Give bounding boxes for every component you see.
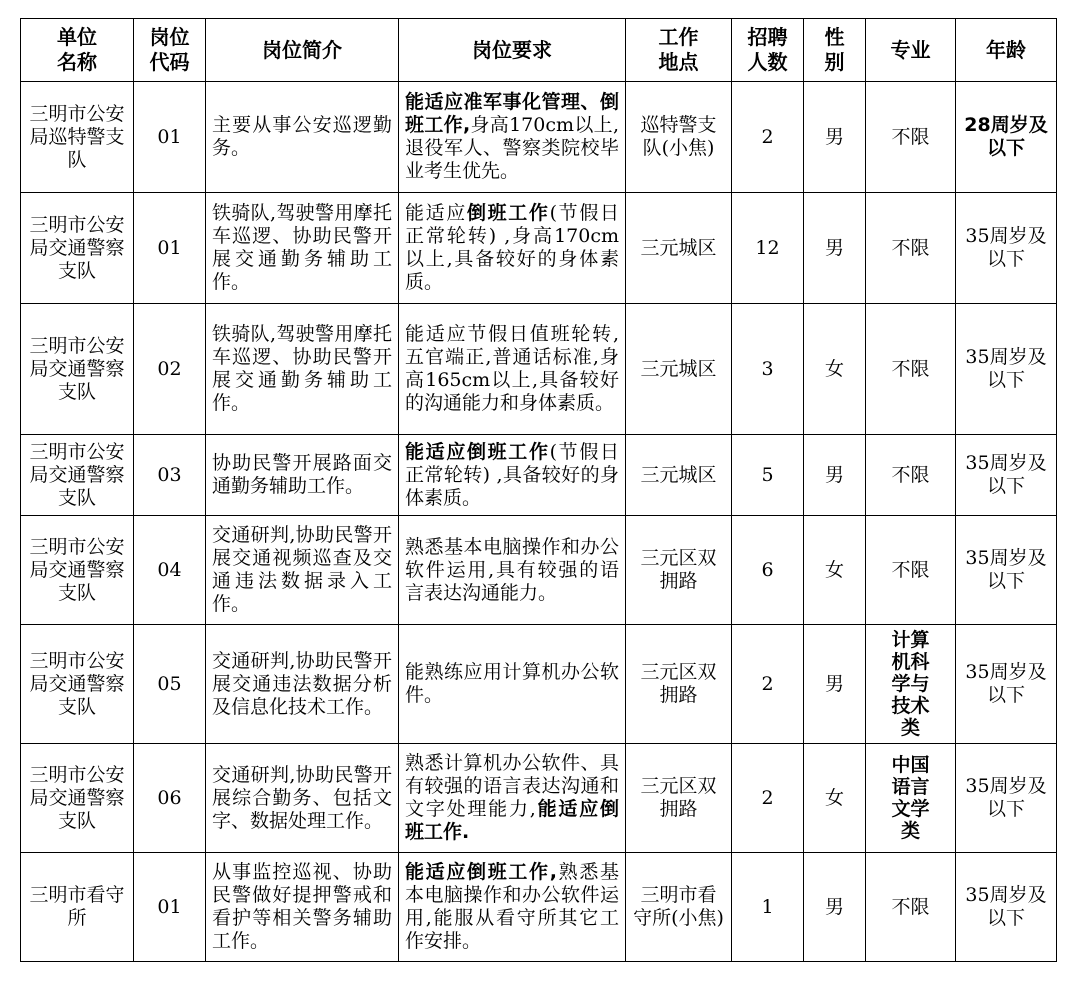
requirement-emphasis: 倒班工作 <box>466 202 550 224</box>
requirement-cell <box>399 744 626 853</box>
table-row <box>21 744 1057 853</box>
count-cell: 2 <box>732 744 804 853</box>
location-cell: 三元城区 <box>626 193 732 304</box>
major-cell: 不限 <box>866 82 956 193</box>
code-cell: 04 <box>134 516 206 625</box>
location-cell: 三明市看守所(小焦) <box>626 853 732 962</box>
header-age: 年龄 <box>956 19 1057 82</box>
requirement-prefix: 熟悉计算机办公软件、具有较强的语言表达沟通和文字处理能力, <box>405 752 619 820</box>
location-cell: 三元城区 <box>626 304 732 435</box>
table-row <box>21 435 1057 516</box>
recruitment-table <box>20 18 1057 962</box>
major-cell: 不限 <box>866 516 956 625</box>
intro-cell: 交通研判,协助民警开展交通违法数据分析及信息化技术工作。 <box>206 625 399 744</box>
age-cell: 35周岁及以下 <box>956 853 1057 962</box>
intro-cell: 从事监控巡视、协助民警做好提押警戒和看护等相关警务辅助工作。 <box>206 853 399 962</box>
age-cell: 28周岁及以下 <box>956 82 1057 193</box>
major-cell <box>866 744 956 853</box>
location-cell: 三元区双拥路 <box>626 744 732 853</box>
header-gender: 性别 <box>804 19 866 82</box>
age-cell: 35周岁及以下 <box>956 516 1057 625</box>
age-cell: 35周岁及以下 <box>956 435 1057 516</box>
requirement-emphasis: 能适应倒班工作. <box>405 798 619 843</box>
count-cell: 12 <box>732 193 804 304</box>
count-cell: 5 <box>732 435 804 516</box>
major-cell: 不限 <box>866 304 956 435</box>
location-cell: 三元城区 <box>626 435 732 516</box>
header-code: 岗位代码 <box>134 19 206 82</box>
table-row <box>21 193 1057 304</box>
requirement-cell <box>399 82 626 193</box>
requirement-cell: 能适应节假日值班轮转,五官端正,普通话标准,身高165cm以上,具备较好的沟通能力和身体素质。 <box>399 304 626 435</box>
header-row <box>21 19 1057 82</box>
requirement-cell <box>399 435 626 516</box>
table-row <box>21 516 1057 625</box>
unit-cell: 三明市公安局交通警察支队 <box>21 304 134 435</box>
requirement-text: (节假日正常轮转) ,身高170cm以上,具备较好的身体素质。 <box>405 202 619 293</box>
requirement-text: (节假日正常轮转) ,具备较好的身体素质。 <box>405 440 619 509</box>
requirement-cell <box>399 853 626 962</box>
count-cell: 6 <box>732 516 804 625</box>
code-cell: 06 <box>134 744 206 853</box>
table-row <box>21 304 1057 435</box>
intro-cell: 铁骑队,驾驶警用摩托车巡逻、协助民警开展交通勤务辅助工作。 <box>206 304 399 435</box>
requirement-cell: 能熟练应用计算机办公软件。 <box>399 625 626 744</box>
major-text: 计算机科学与技术类 <box>891 629 930 739</box>
unit-cell: 三明市公安局交通警察支队 <box>21 744 134 853</box>
gender-cell: 女 <box>804 304 866 435</box>
requirement-emphasis: 能适应倒班工作 <box>405 440 550 463</box>
count-cell: 1 <box>732 853 804 962</box>
age-cell: 35周岁及以下 <box>956 744 1057 853</box>
code-cell: 02 <box>134 304 206 435</box>
unit-cell: 三明市公安局交通警察支队 <box>21 516 134 625</box>
requirement-emphasis: 能适应准军事化管理、倒班工作, <box>405 91 619 136</box>
major-cell: 不限 <box>866 853 956 962</box>
table-row <box>21 82 1057 193</box>
age-cell: 35周岁及以下 <box>956 193 1057 304</box>
intro-cell: 交通研判,协助民警开展综合勤务、包括文字、数据处理工作。 <box>206 744 399 853</box>
gender-cell: 男 <box>804 82 866 193</box>
unit-cell: 三明市公安局交通警察支队 <box>21 625 134 744</box>
unit-cell: 三明市公安局交通警察支队 <box>21 193 134 304</box>
age-cell: 35周岁及以下 <box>956 304 1057 435</box>
unit-cell: 三明市公安局交通警察支队 <box>21 435 134 516</box>
requirement-text: 熟悉基本电脑操作和办公软件运用,能服从看守所其它工作安排。 <box>405 861 619 952</box>
location-cell: 巡特警支队(小焦) <box>626 82 732 193</box>
gender-cell: 男 <box>804 193 866 304</box>
intro-cell: 协助民警开展路面交通勤务辅助工作。 <box>206 435 399 516</box>
gender-cell: 男 <box>804 435 866 516</box>
code-cell: 01 <box>134 853 206 962</box>
count-cell: 3 <box>732 304 804 435</box>
age-cell: 35周岁及以下 <box>956 625 1057 744</box>
code-cell: 01 <box>134 193 206 304</box>
major-cell: 不限 <box>866 193 956 304</box>
count-cell: 2 <box>732 82 804 193</box>
requirement-cell <box>399 193 626 304</box>
intro-cell: 铁骑队,驾驶警用摩托车巡逻、协助民警开展交通勤务辅助工作。 <box>206 193 399 304</box>
location-cell: 三元区双拥路 <box>626 516 732 625</box>
header-requirement: 岗位要求 <box>399 19 626 82</box>
requirement-emphasis: 能适应倒班工作, <box>405 861 557 883</box>
code-cell: 05 <box>134 625 206 744</box>
major-text: 中国语言文学类 <box>891 754 930 842</box>
intro-cell: 主要从事公安巡逻勤务。 <box>206 82 399 193</box>
gender-cell: 女 <box>804 744 866 853</box>
header-location: 工作地点 <box>626 19 732 82</box>
gender-cell: 男 <box>804 853 866 962</box>
requirement-prefix: 能适应 <box>405 202 467 224</box>
code-cell: 03 <box>134 435 206 516</box>
major-cell: 不限 <box>866 435 956 516</box>
gender-cell: 女 <box>804 516 866 625</box>
count-cell: 2 <box>732 625 804 744</box>
requirement-text: 身高170cm以上,退役军人、警察类院校毕业考生优先。 <box>405 114 619 182</box>
header-intro: 岗位简介 <box>206 19 399 82</box>
header-major: 专业 <box>866 19 956 82</box>
table-row <box>21 853 1057 962</box>
major-cell <box>866 625 956 744</box>
code-cell: 01 <box>134 82 206 193</box>
requirement-cell: 熟悉基本电脑操作和办公软件运用,具有较强的语言表达沟通能力。 <box>399 516 626 625</box>
unit-cell: 三明市看守所 <box>21 853 134 962</box>
table-row <box>21 625 1057 744</box>
header-count: 招聘人数 <box>732 19 804 82</box>
location-cell: 三元区双拥路 <box>626 625 732 744</box>
intro-cell: 交通研判,协助民警开展交通视频巡查及交通违法数据录入工作。 <box>206 516 399 625</box>
header-unit: 单位名称 <box>21 19 134 82</box>
unit-cell: 三明市公安局巡特警支队 <box>21 82 134 193</box>
gender-cell: 男 <box>804 625 866 744</box>
